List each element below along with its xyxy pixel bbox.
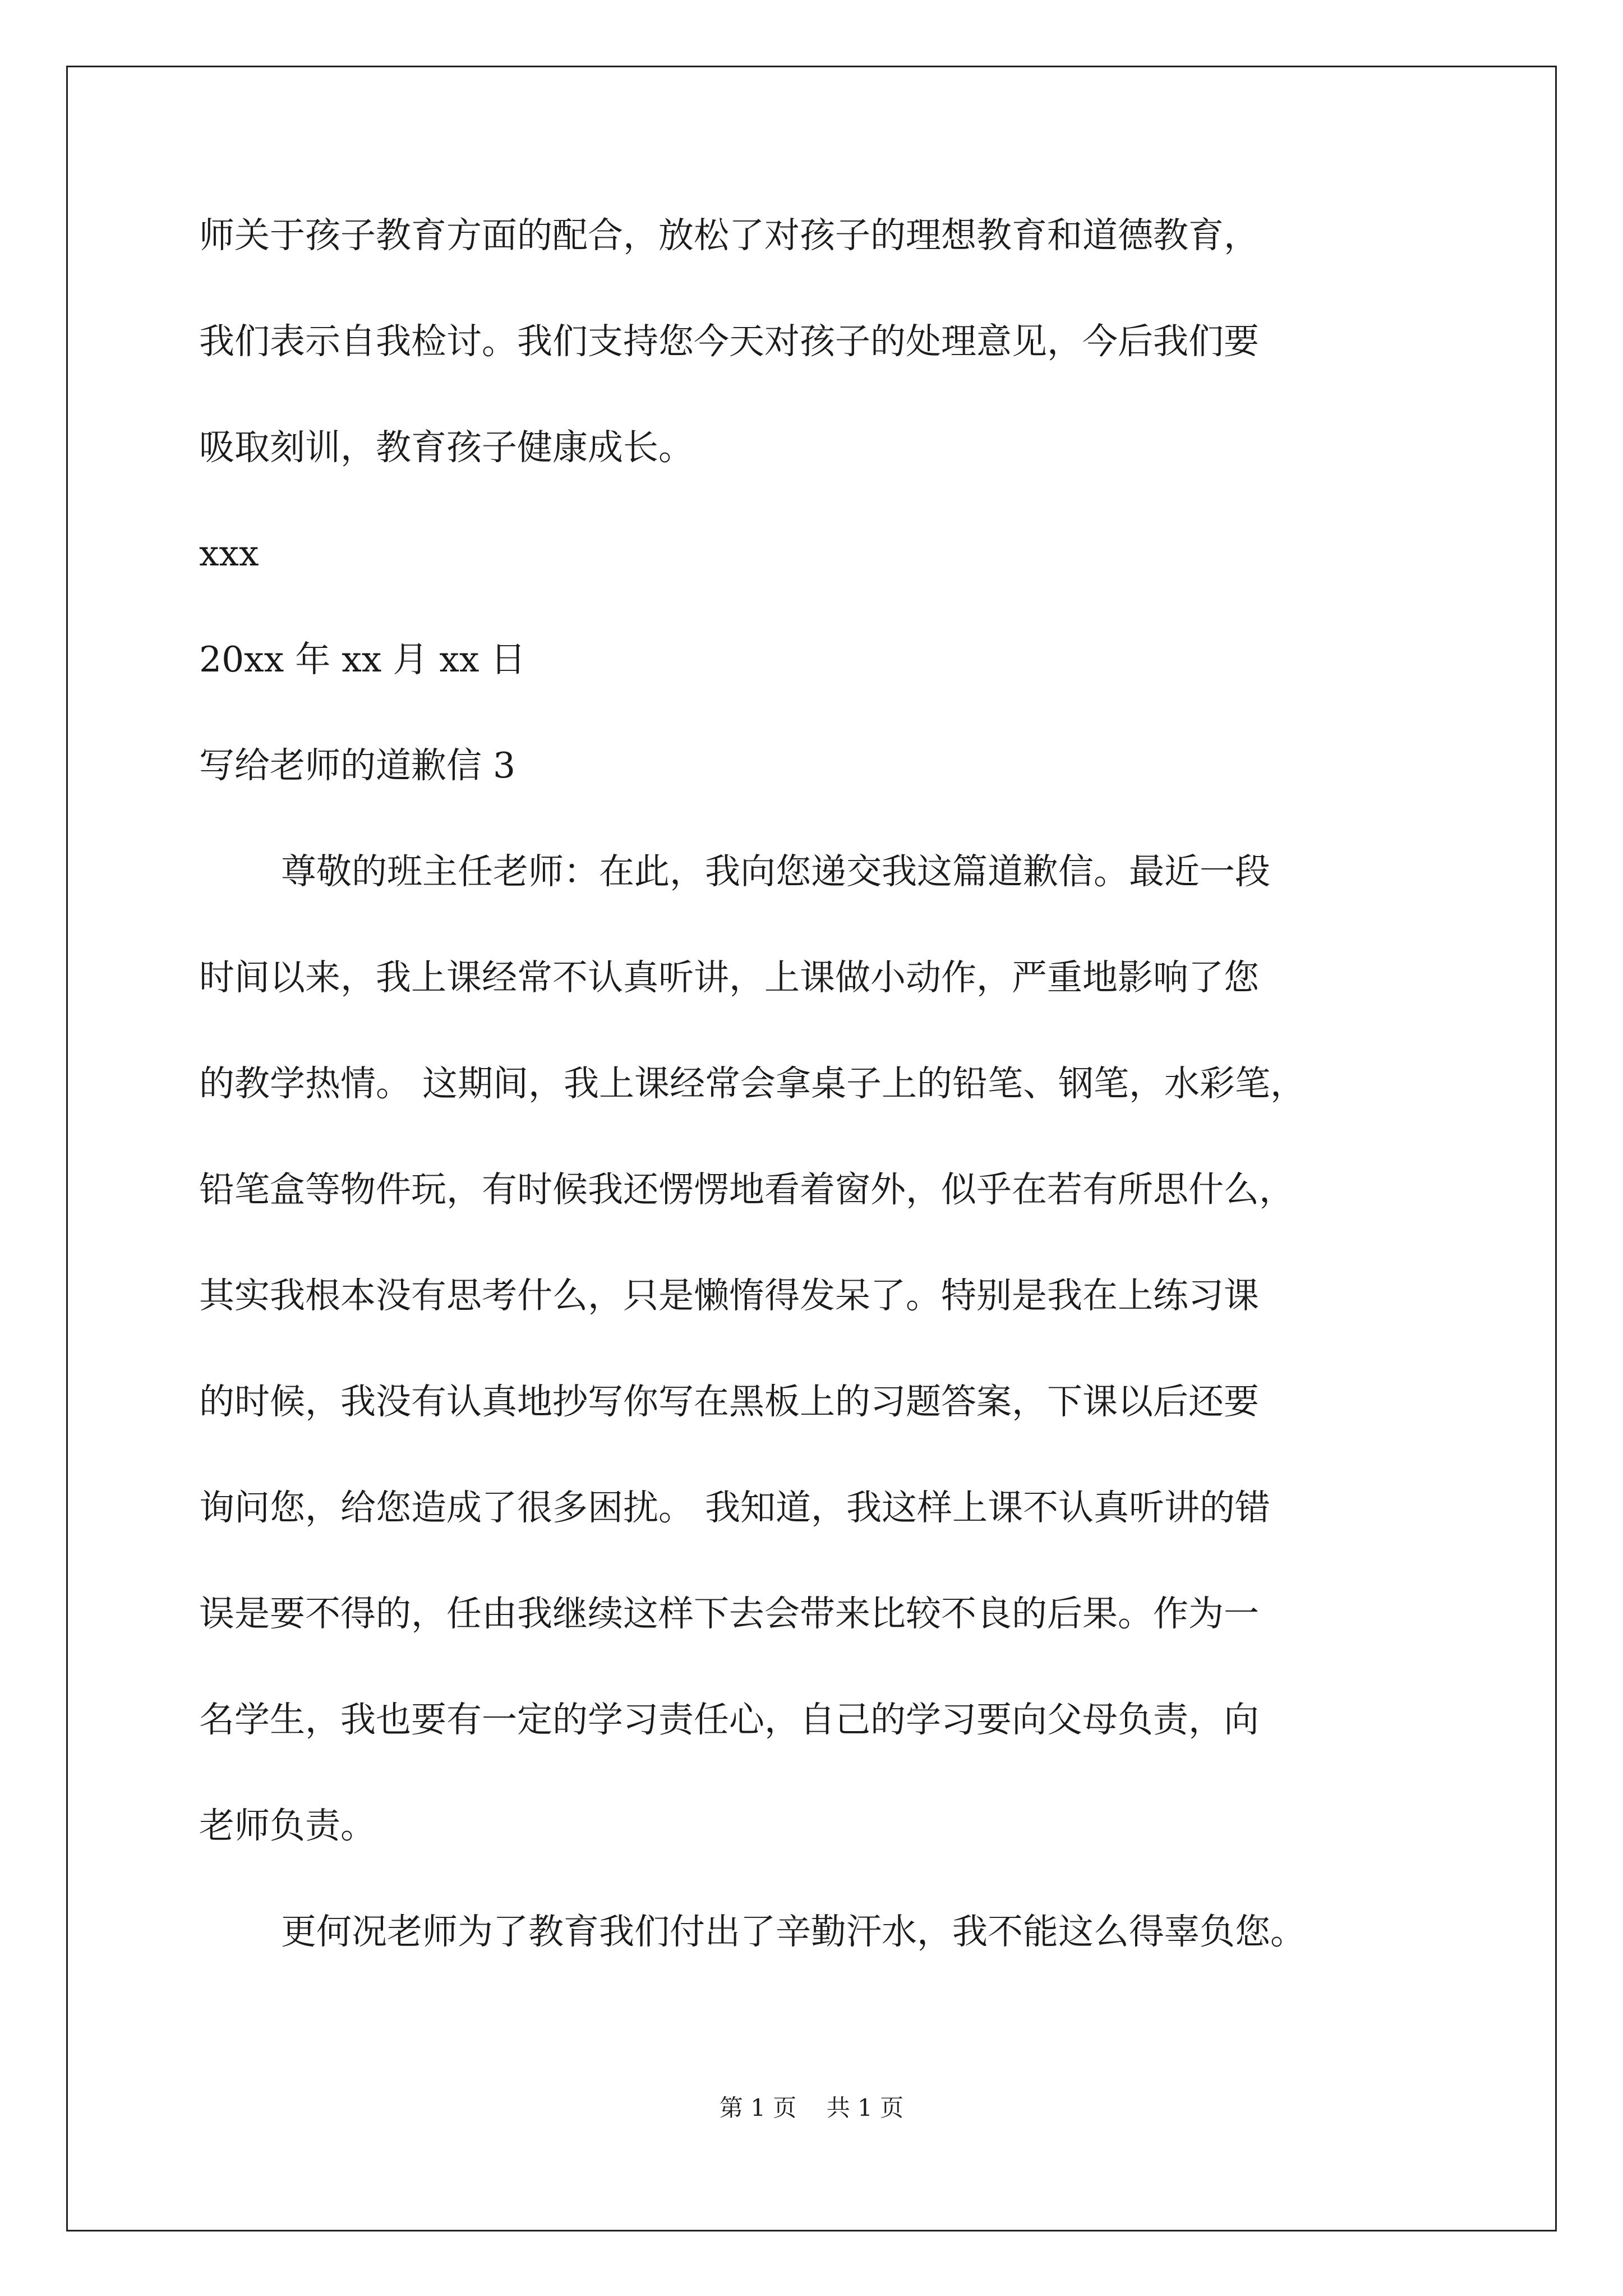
body-line: 其实我根本没有思考什么，只是懒惰得发呆了。特别是我在上练习课 [199, 1275, 1259, 1316]
body-line: 的时候，我没有认真地抄写你写在黑板上的习题答案，下课以后还要 [199, 1381, 1259, 1422]
body-line: 老师负责。 [199, 1805, 376, 1846]
date-line: 20xx 年 xx 月 xx 日 [199, 639, 526, 680]
body-line: 尊敬的班主任老师：在此，我向您递交我这篇道歉信。最近一段 [281, 851, 1270, 892]
signature: xxx [199, 533, 259, 574]
body-line: 师关于孩子教育方面的配合，放松了对孩子的理想教育和道德教育， [199, 215, 1259, 256]
body-line: 铅笔盒等物件玩，有时候我还愣愣地看着窗外，似乎在若有所思什么， [199, 1169, 1294, 1210]
body-line: 的教学热情。 这期间，我上课经常会拿桌子上的铅笔、钢笔，水彩笔， [199, 1063, 1306, 1104]
body-line: 误是要不得的，任由我继续这样下去会带来比较不良的后果。作为一 [199, 1593, 1259, 1634]
body-line: 询问您，给您造成了很多困扰。 我知道，我这样上课不认真听讲的错 [199, 1487, 1271, 1528]
body-line: 我们表示自我检讨。我们支持您今天对孩子的处理意见，今后我们要 [199, 321, 1259, 362]
body-line: 名学生，我也要有一定的学习责任心，自己的学习要向父母负责，向 [199, 1699, 1259, 1740]
body-line: 更何况老师为了教育我们付出了辛勤汗水，我不能这么得辜负您。 [281, 1911, 1306, 1952]
page-footer: 第 1 页 共 1 页 [719, 2094, 904, 2122]
body-line: 时间以来，我上课经常不认真听讲，上课做小动作，严重地影响了您 [199, 957, 1259, 998]
body-line: 吸取刻训，教育孩子健康成长。 [199, 427, 694, 468]
section-title: 写给老师的道歉信 3 [199, 745, 516, 786]
page-border [66, 66, 1557, 2231]
